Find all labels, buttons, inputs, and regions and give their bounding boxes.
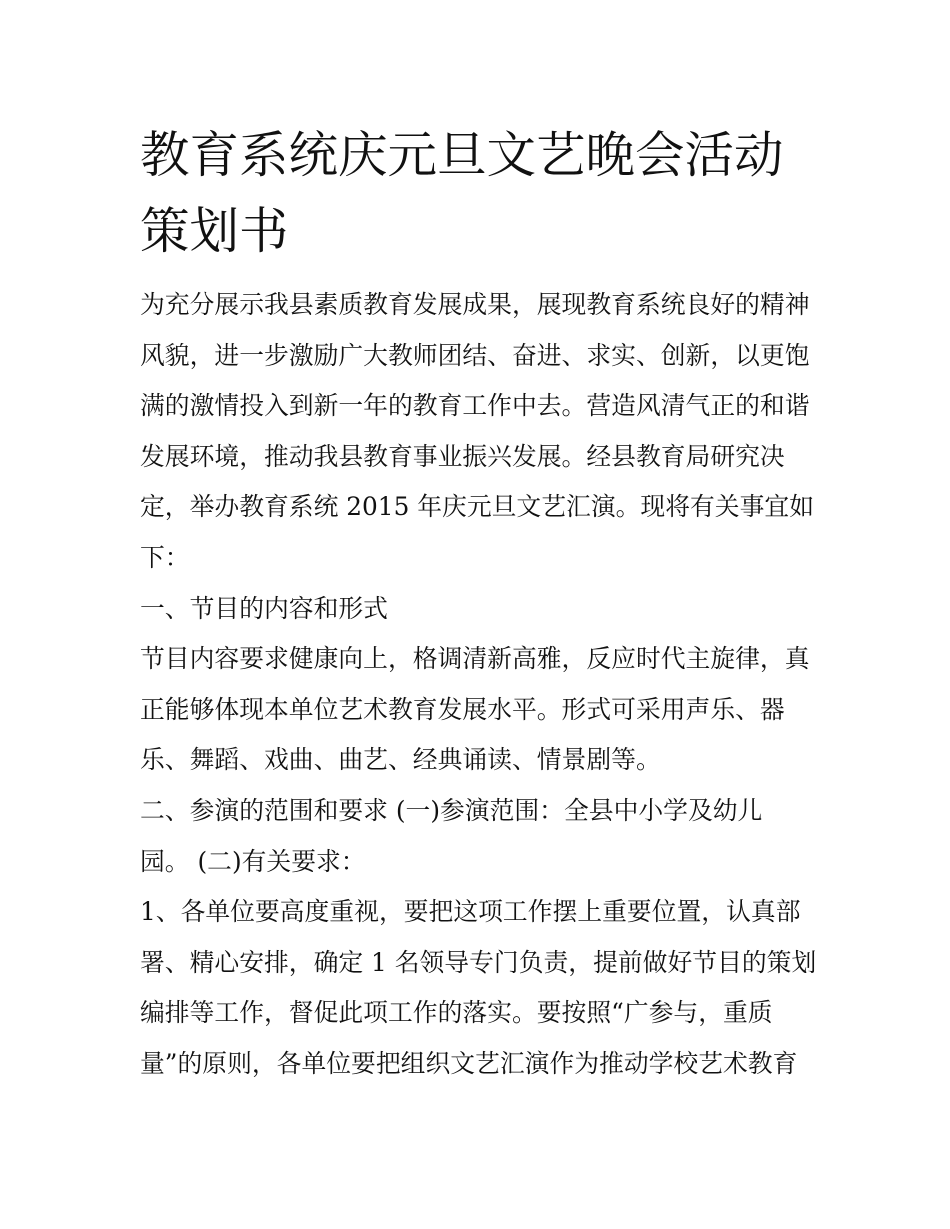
document-title — [140, 117, 812, 269]
intro-line-3: 满的激情投入到新一年的教育工作中去。营造风清气正的和谐 — [140, 391, 810, 421]
intro-line-4: 发展环境，推动我县教育事业振兴发展。经县教育局研究决 — [140, 441, 785, 471]
requirement-1-line-4: 量”的原则，各单位要把组织文艺汇演作为推动学校艺术教育 — [140, 1048, 798, 1078]
section-2-line-2: 园。 (二)有关要求： — [140, 846, 366, 876]
title-line-1: 教育系统庆元旦文艺晚会活动 — [140, 126, 784, 184]
intro-paragraph — [140, 280, 820, 584]
requirement-1-paragraph — [140, 887, 820, 1089]
section-1-line-2: 正能够体现本单位艺术教育发展水平。形式可采用声乐、器 — [140, 694, 785, 724]
intro-line-6: 下： — [140, 542, 190, 572]
title-line-2: 策划书 — [140, 202, 289, 260]
document-body — [140, 280, 820, 1090]
section-1-paragraph — [140, 634, 820, 786]
section-2-paragraph — [140, 786, 820, 887]
requirement-1-line-3: 编排等工作，督促此项工作的落实。要按照“广参与，重质 — [140, 998, 773, 1028]
section-1-heading: 一、节目的内容和形式 — [140, 593, 388, 623]
section-1-line-3: 乐、舞蹈、戏曲、曲艺、经典诵读、情景剧等。 — [140, 745, 661, 775]
section-2-line-1: 二、参演的范围和要求 (一)参演范围：全县中小学及幼儿 — [140, 795, 763, 825]
requirement-1-line-1: 1、各单位要高度重视，要把这项工作摆上重要位置，认真部 — [140, 897, 801, 927]
intro-line-2: 风貌，进一步激励广大教师团结、奋进、求实、创新，以更饱 — [140, 340, 810, 370]
section-1-line-1: 节目内容要求健康向上，格调清新高雅，反应时代主旋律，真 — [140, 644, 810, 674]
requirement-1-line-2: 署、精心安排，确定 1 名领导专门负责，提前做好节目的策划 — [140, 947, 817, 977]
intro-line-1: 为充分展示我县素质教育发展成果，展现教育系统良好的精神 — [140, 290, 810, 319]
intro-line-5: 定，举办教育系统 2015 年庆元旦文艺汇演。现将有关事宜如 — [140, 492, 814, 522]
